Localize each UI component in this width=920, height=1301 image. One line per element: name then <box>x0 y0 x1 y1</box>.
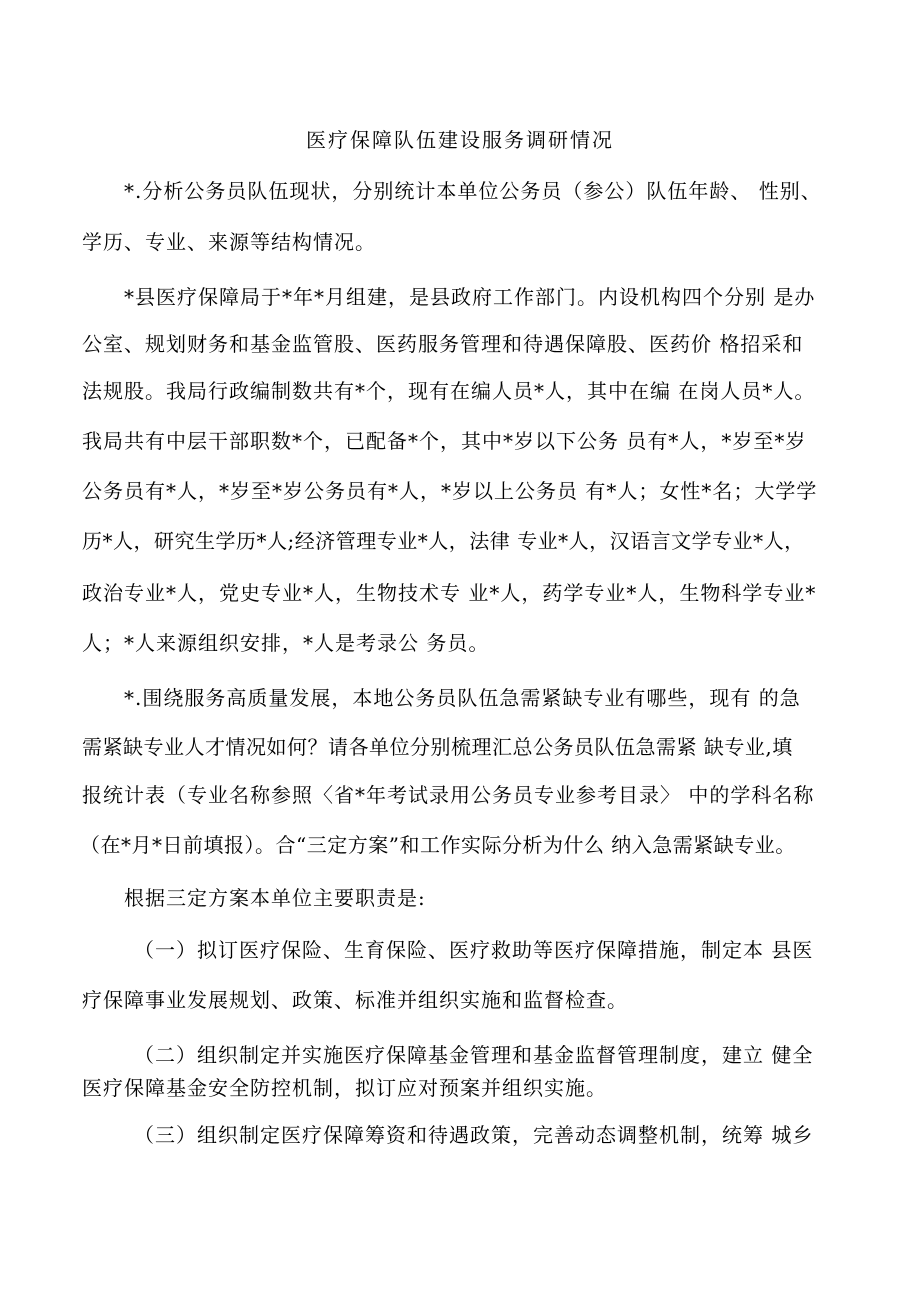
paragraph-line: *县医疗保障局于*年*月组建，是县政府工作部门。内设机构四个分别 是办 <box>124 285 816 309</box>
paragraph-line: （三）组织制定医疗保障筹资和待遇政策，完善动态调整机制，统筹 城乡 <box>134 1123 814 1147</box>
paragraph-line: 法规股。我局行政编制数共有*个，现有在编人员*人，其中在编 在岗人员*人。 <box>82 379 816 403</box>
paragraph-line: 政治专业*人，党史专业*人，生物技术专 业*人，药学专业*人，生物科学专业* <box>82 581 817 605</box>
paragraph-line: 根据三定方案本单位主要职责是: <box>124 886 426 910</box>
paragraph-line: 疗保障事业发展规划、政策、标准并组织实施和监督检查。 <box>82 988 628 1012</box>
paragraph-line: *.围绕服务高质量发展，本地公务员队伍急需紧缺专业有哪些，现有 的急 <box>124 686 801 710</box>
paragraph-line: 人；*人来源组织安排，*人是考录公 务员。 <box>82 631 490 655</box>
paragraph-line: 医疗保障基金安全防控机制，拟订应对预案并组织实施。 <box>82 1076 607 1100</box>
paragraph-line: 公室、规划财务和基金监管股、医药服务管理和待遇保障股、医药价 格招采和 <box>82 332 804 356</box>
paragraph-line: （一）拟订医疗保险、生育保险、医疗救助等医疗保障措施，制定本 县医 <box>134 938 814 962</box>
document-title: 医疗保障队伍建设服务调研情况 <box>306 128 614 152</box>
paragraph-line: （在*月*日前填报）。合“三定方案”和工作实际分析为什么 纳入急需紧缺专业。 <box>80 833 796 857</box>
paragraph-line: 报统计表（专业名称参照〈省*年考试录用公务员专业参考目录〉 中的学科名称 <box>82 783 815 807</box>
paragraph-line: 历*人，研究生学历*人;经济管理专业*人，法律 专业*人，汉语言文学专业*人， <box>82 529 805 553</box>
paragraph-line: （二）组织制定并实施医疗保障基金管理和基金监督管理制度，建立 健全 <box>134 1043 814 1067</box>
paragraph-line: 我局共有中层干部职数*个，已配备*个，其中*岁以下公务 员有*人，*岁至*岁 <box>82 429 807 453</box>
paragraph-line: 公务员有*人，*岁至*岁公务员有*人，*岁以上公务员 有*人；女性*名；大学学 <box>82 479 818 503</box>
paragraph-line: 学历、专业、来源等结构情况。 <box>82 230 376 254</box>
paragraph-line: *.分析公务员队伍现状，分别统计本单位公务员（参公）队伍年龄、 性别、 <box>124 179 822 203</box>
paragraph-line: 需紧缺专业人才情况如何？请各单位分别梳理汇总公务员队伍急需紧 缺专业,填 <box>82 735 793 759</box>
